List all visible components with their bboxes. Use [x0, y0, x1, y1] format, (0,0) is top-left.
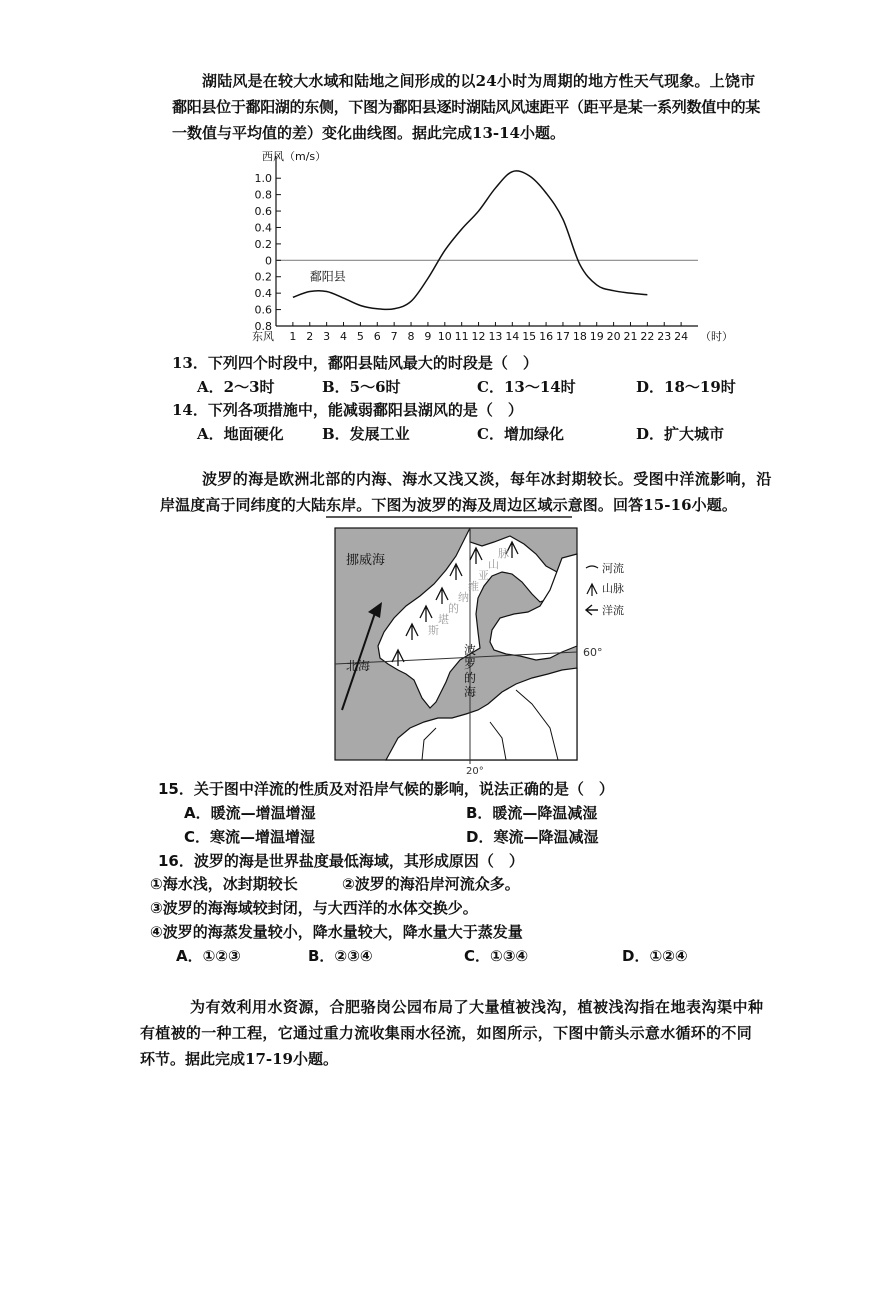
q16-option-b: B．②③④ [308, 947, 373, 965]
x-tick-label: 19 [589, 330, 604, 343]
x-tick-label: 8 [407, 330, 415, 343]
x-tick-label: 17 [555, 330, 570, 343]
intro2-line1: 波罗的海是欧洲北部的内海、海水又浅又淡，每年冰封期较长。受图中洋流影响，沿 [202, 470, 772, 488]
x-tick-label: 3 [323, 330, 331, 343]
lat-60-label: 60° [583, 646, 603, 659]
mountain-range-char: 亚 [478, 569, 489, 582]
intro3-line3: 环节。据此完成17-19小题。 [140, 1050, 338, 1068]
y-top-label: 西风（m/s） [262, 150, 327, 163]
x-tick-label: 14 [505, 330, 520, 343]
x-tick-label: 5 [356, 330, 364, 343]
y-tick-label: 1.0 [254, 172, 272, 186]
x-unit-label: （时） [700, 330, 733, 343]
series-line [293, 171, 647, 310]
q16-option-c: C．①③④ [464, 947, 529, 965]
y-tick-label: 0.8 [254, 188, 272, 202]
q16-option-a: A．①②③ [176, 947, 241, 965]
intro1-line1: 湖陆风是在较大水域和陆地之间形成的以24小时为周期的地方性天气现象。上饶市 [202, 72, 756, 90]
legend-current-icon [586, 605, 598, 615]
lon-20-label: 20° [466, 766, 484, 777]
legend-river-icon [586, 566, 598, 568]
x-tick-label: 2 [306, 330, 314, 343]
mountain-range-char: 的 [448, 602, 459, 615]
x-tick-label: 22 [640, 330, 655, 343]
x-tick-label: 24 [674, 330, 689, 343]
intro3-line1: 为有效利用水资源，合肥骆岗公园布局了大量植被浅沟，植被浅沟指在地表沟渠中种 [190, 998, 764, 1016]
q16-statement-3: ③波罗的海海域较封闭，与大西洋的水体交换少。 [150, 899, 478, 917]
q13-option-d: D．18～19时 [636, 378, 736, 396]
q16-statement-4: ④波罗的海蒸发量较小，降水量较大，降水量大于蒸发量 [150, 923, 523, 941]
series-label: 鄱阳县 [309, 269, 346, 284]
q14-option-a: A．地面硬化 [197, 425, 284, 443]
y-tick-label: 0.4 [254, 221, 272, 235]
q15-option-a: A．暖流—增温增湿 [184, 804, 316, 822]
y-tick-label: 0.2 [254, 270, 272, 284]
intro2-line2: 岸温度高于同纬度的大陆东岸。下图为波罗的海及周边区域示意图。回答15-16小题。 [160, 496, 737, 514]
legend-mountain-icon [587, 584, 597, 596]
x-tick-label: 11 [454, 330, 469, 343]
x-tick-label: 13 [488, 330, 503, 343]
intro1-line2: 鄱阳县位于鄱阳湖的东侧，下图为鄱阳县逐时湖陆风风速距平（距平是某一系列数值中的某 [172, 98, 761, 116]
legend-mountain-label: 山脉 [602, 582, 624, 595]
y-tick-label: 0.8 [254, 320, 272, 333]
mountain-range-char: 堪 [438, 613, 449, 626]
x-tick-label: 12 [471, 330, 486, 343]
mountain-range-char: 脉 [498, 547, 509, 560]
north-sea-label: 北海 [346, 659, 371, 673]
x-tick-label: 7 [390, 330, 398, 343]
y-tick-label: 0.2 [254, 237, 272, 251]
mountain-range-char: 维 [468, 580, 479, 593]
q15-option-c: C．寒流—增温增湿 [184, 828, 316, 846]
x-tick-label: 21 [623, 330, 638, 343]
q15-stem: 15．关于图中洋流的性质及对沿岸气候的影响，说法正确的是（ ） [158, 780, 614, 798]
q16-statement-2: ②波罗的海沿岸河流众多。 [342, 875, 520, 893]
y-tick-label: 0.4 [254, 287, 272, 301]
x-tick-label: 9 [424, 330, 432, 343]
x-tick-label: 16 [539, 330, 554, 343]
q14-option-b: B．发展工业 [322, 425, 410, 443]
baltic-sea-map [310, 514, 624, 777]
norwegian-sea-label: 挪威海 [346, 553, 386, 568]
q13-option-c: C．13～14时 [477, 378, 576, 396]
x-tick-label: 6 [373, 330, 381, 343]
x-tick-label: 4 [340, 330, 348, 343]
map-legend [586, 561, 624, 617]
q13-option-a: A．2～3时 [197, 378, 275, 396]
legend-river-label: 河流 [602, 562, 624, 575]
x-tick-label: 10 [437, 330, 452, 343]
intro3-line2: 有植被的一种工程，它通过重力流收集雨水径流，如图所示，下图中箭头示意水循环的不同 [140, 1024, 753, 1042]
baltic-label-3: 的 [464, 671, 477, 685]
baltic-label-1: 波 [464, 643, 477, 657]
mountain-range-char: 纳 [458, 591, 469, 604]
q13-option-b: B．5～6时 [322, 378, 401, 396]
x-tick-label: 1 [289, 330, 297, 343]
q16-option-d: D．①②④ [622, 947, 688, 965]
baltic-label-2: 罗 [464, 657, 477, 671]
wind-anomaly-chart [252, 148, 733, 348]
y-bottom-label: 东风 [252, 330, 274, 343]
q15-option-d: D．寒流—降温减湿 [466, 828, 599, 846]
y-tick-label: 0.6 [254, 303, 272, 317]
q15-option-b: B．暖流—降温减湿 [466, 804, 598, 822]
x-tick-label: 18 [572, 330, 587, 343]
q16-statement-1: ①海水浅，冰封期较长 [150, 875, 298, 893]
y-tick-label: 0 [265, 254, 272, 268]
intro1-line3: 一数值与平均值的差）变化曲线图。据此完成13-14小题。 [172, 124, 565, 142]
x-tick-label: 23 [657, 330, 672, 343]
baltic-label-4: 海 [464, 685, 477, 699]
q13-stem: 13．下列四个时段中，鄱阳县陆风最大的时段是（ ） [172, 354, 538, 372]
q14-option-d: D．扩大城市 [636, 425, 725, 443]
mountain-range-char: 斯 [428, 624, 439, 637]
q16-stem: 16．波罗的海是世界盐度最低海域，其形成原因（ ） [158, 852, 524, 870]
legend-current-label: 洋流 [602, 604, 624, 617]
mountain-range-char: 山 [488, 558, 499, 571]
q14-option-c: C．增加绿化 [477, 425, 564, 443]
y-tick-label: 0.6 [254, 205, 272, 219]
x-tick-label: 20 [606, 330, 621, 343]
x-tick-label: 15 [522, 330, 537, 343]
q14-stem: 14．下列各项措施中，能减弱鄱阳县湖风的是（ ） [172, 401, 523, 419]
